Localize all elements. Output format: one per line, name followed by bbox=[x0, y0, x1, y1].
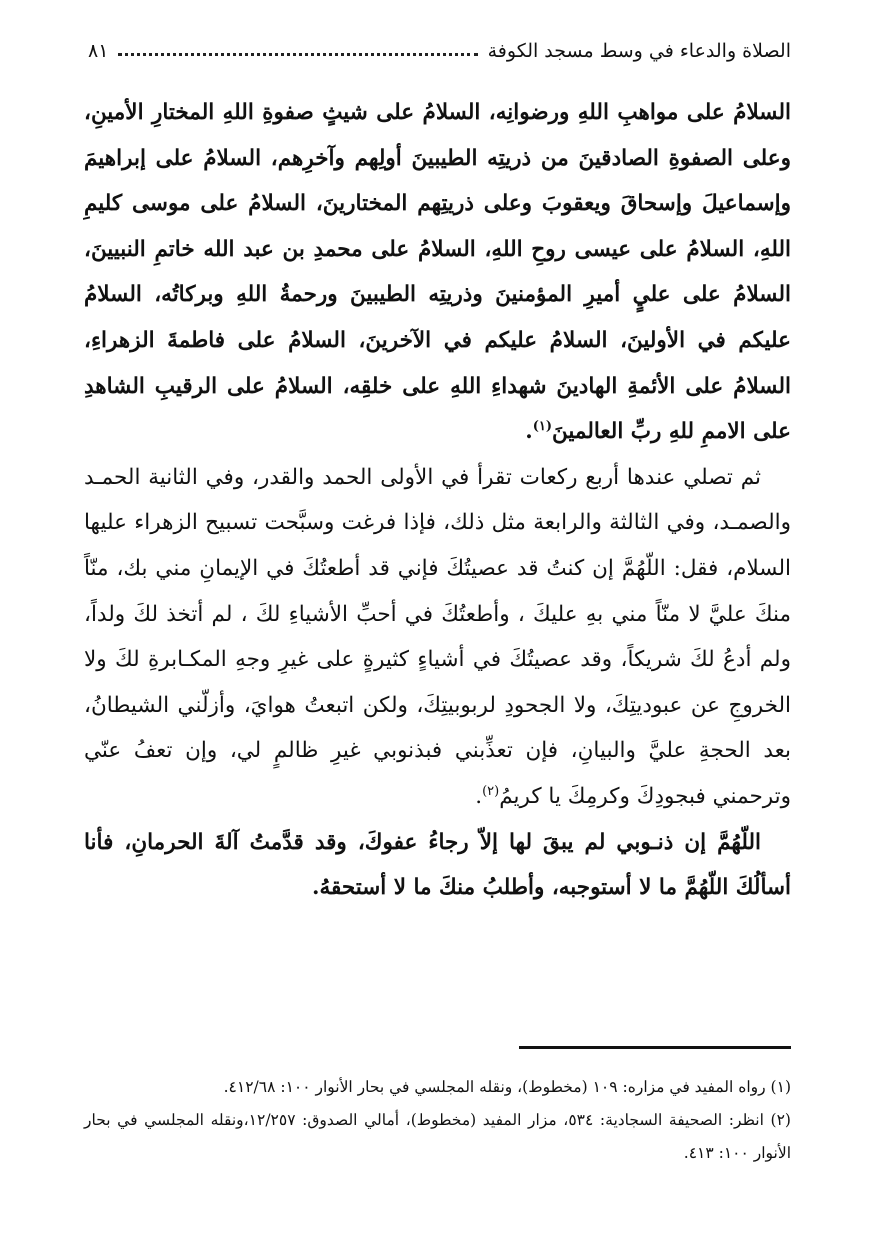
footnote-ref-2: (٢) bbox=[482, 783, 500, 799]
running-header bbox=[88, 32, 791, 62]
paragraph-salutations-end: . bbox=[525, 419, 533, 445]
footnote-ref-1: (١) bbox=[532, 419, 553, 434]
paragraph-prayer-instructions-text: ثم تصلي عندها أربع ركعات تقرأ في الأولى الحمد والقدر، وفي الثانية الحمـد والصمـد، وفي الثالثة والرابعة مثل ذلك، فإذا فرغت وسبَّحت تسبيح الزهراء عليها السلام، فقل: اللّهُمَّ إن كنتُ قد عصيتُكَ فإني قد أطعتُكَ في الإيمانِ مني بك، منّاً منكَ عليَّ لا منّاً مني بهِ عليكَ ، وأطعتُكَ في أحبِّ الأشياءِ لكَ ، لم أتخذ لكَ ولداً، ولم أدعُ لكَ شريكاً، وقد عصيتُكَ في أشياءٍ كثيرةٍ على غيرِ وجهِ المكـابرةِ لكَ ولا الخروجِ عن عبوديتِكَ، ولا الجحودِ لربوبيتِكَ، ولكن اتبعتُ هوايَ، وأزلّني الشيطانُ، بعد الحجةِ عليَّ والبيانِ، فإن تعذِّبني فبذنوبي غيرِ ظالمٍ لي، وإن تعفُ عنّي وترحمني فبجودِكَ وكرمِكَ يا كريمُ bbox=[84, 464, 791, 809]
paragraph-salutations-text: السلامُ على مواهبِ اللهِ ورضوانِه، السلامُ على شيثٍ صفوةِ اللهِ المختارِ الأمينِ، وعلى الصفوةِ الصادقينَ من ذريتِه الطيبينَ أولِهم وآخرِهم، السلامُ على إبراهيمَ وإسماعيلَ وإسحاقَ ويعقوبَ وعلى ذريتِهم المختارينَ، السلامُ على موسى كليمِ اللهِ، السلامُ على عيسى روحِ اللهِ، السلامُ على محمدِ بن عبد الله خاتمِ النبيينَ، السلامُ على عليٍ أميرِ المؤمنينَ وذريتِه الطيبينَ ورحمةُ اللهِ وبركاتُه، السلامُ عليكم في الأولينَ، السلامُ عليكم في الآخرينَ، السلامُ على فاطمةَ الزهراءِ، السلامُ على الأئمةِ الهادينَ شهداءِ اللهِ على خلقِه، السلامُ على الرقيبِ الشاهدِ على الاممِ للهِ ربِّ العالمينَ bbox=[84, 100, 791, 445]
header-title: الصلاة والدعاء في وسط مسجد الكوفة bbox=[487, 40, 791, 62]
footnote-divider bbox=[519, 1046, 791, 1049]
footnote-2: (٢) انظر: الصحيفة السجادية: ٥٣٤، مزار المفيد (مخطوط)، أمالي الصدوق: ١٢/٢٥٧،ونقله المجلسي في بحار الأنوار ١٠٠: ٤١٣. bbox=[84, 1111, 791, 1162]
header-dot-leader bbox=[118, 52, 477, 56]
main-text bbox=[84, 90, 791, 911]
paragraph-prayer-instructions-end: . bbox=[475, 783, 483, 809]
paragraph-prayer-instructions bbox=[84, 455, 791, 820]
footnotes bbox=[84, 1071, 791, 1170]
page-number: ٨١ bbox=[88, 40, 109, 62]
footnote-1: (١) رواه المفيد في مزاره: ١٠٩ (مخطوط)، ونقله المجلسي في بحار الأنوار ١٠٠: ٤١٢/٦٨. bbox=[223, 1078, 791, 1096]
paragraph-salutations bbox=[84, 90, 791, 455]
paragraph-supplication: اللّهُمَّ إن ذنـوبي لم يبقَ لها إلاّ رجاءُ عفوكَ، وقد قدَّمتُ آلةَ الحرمانِ، فأنا أسألُكَ اللّهُمَّ ما لا أستوجبه، وأطلبُ منكَ ما لا أستحقهُ. bbox=[84, 829, 791, 901]
